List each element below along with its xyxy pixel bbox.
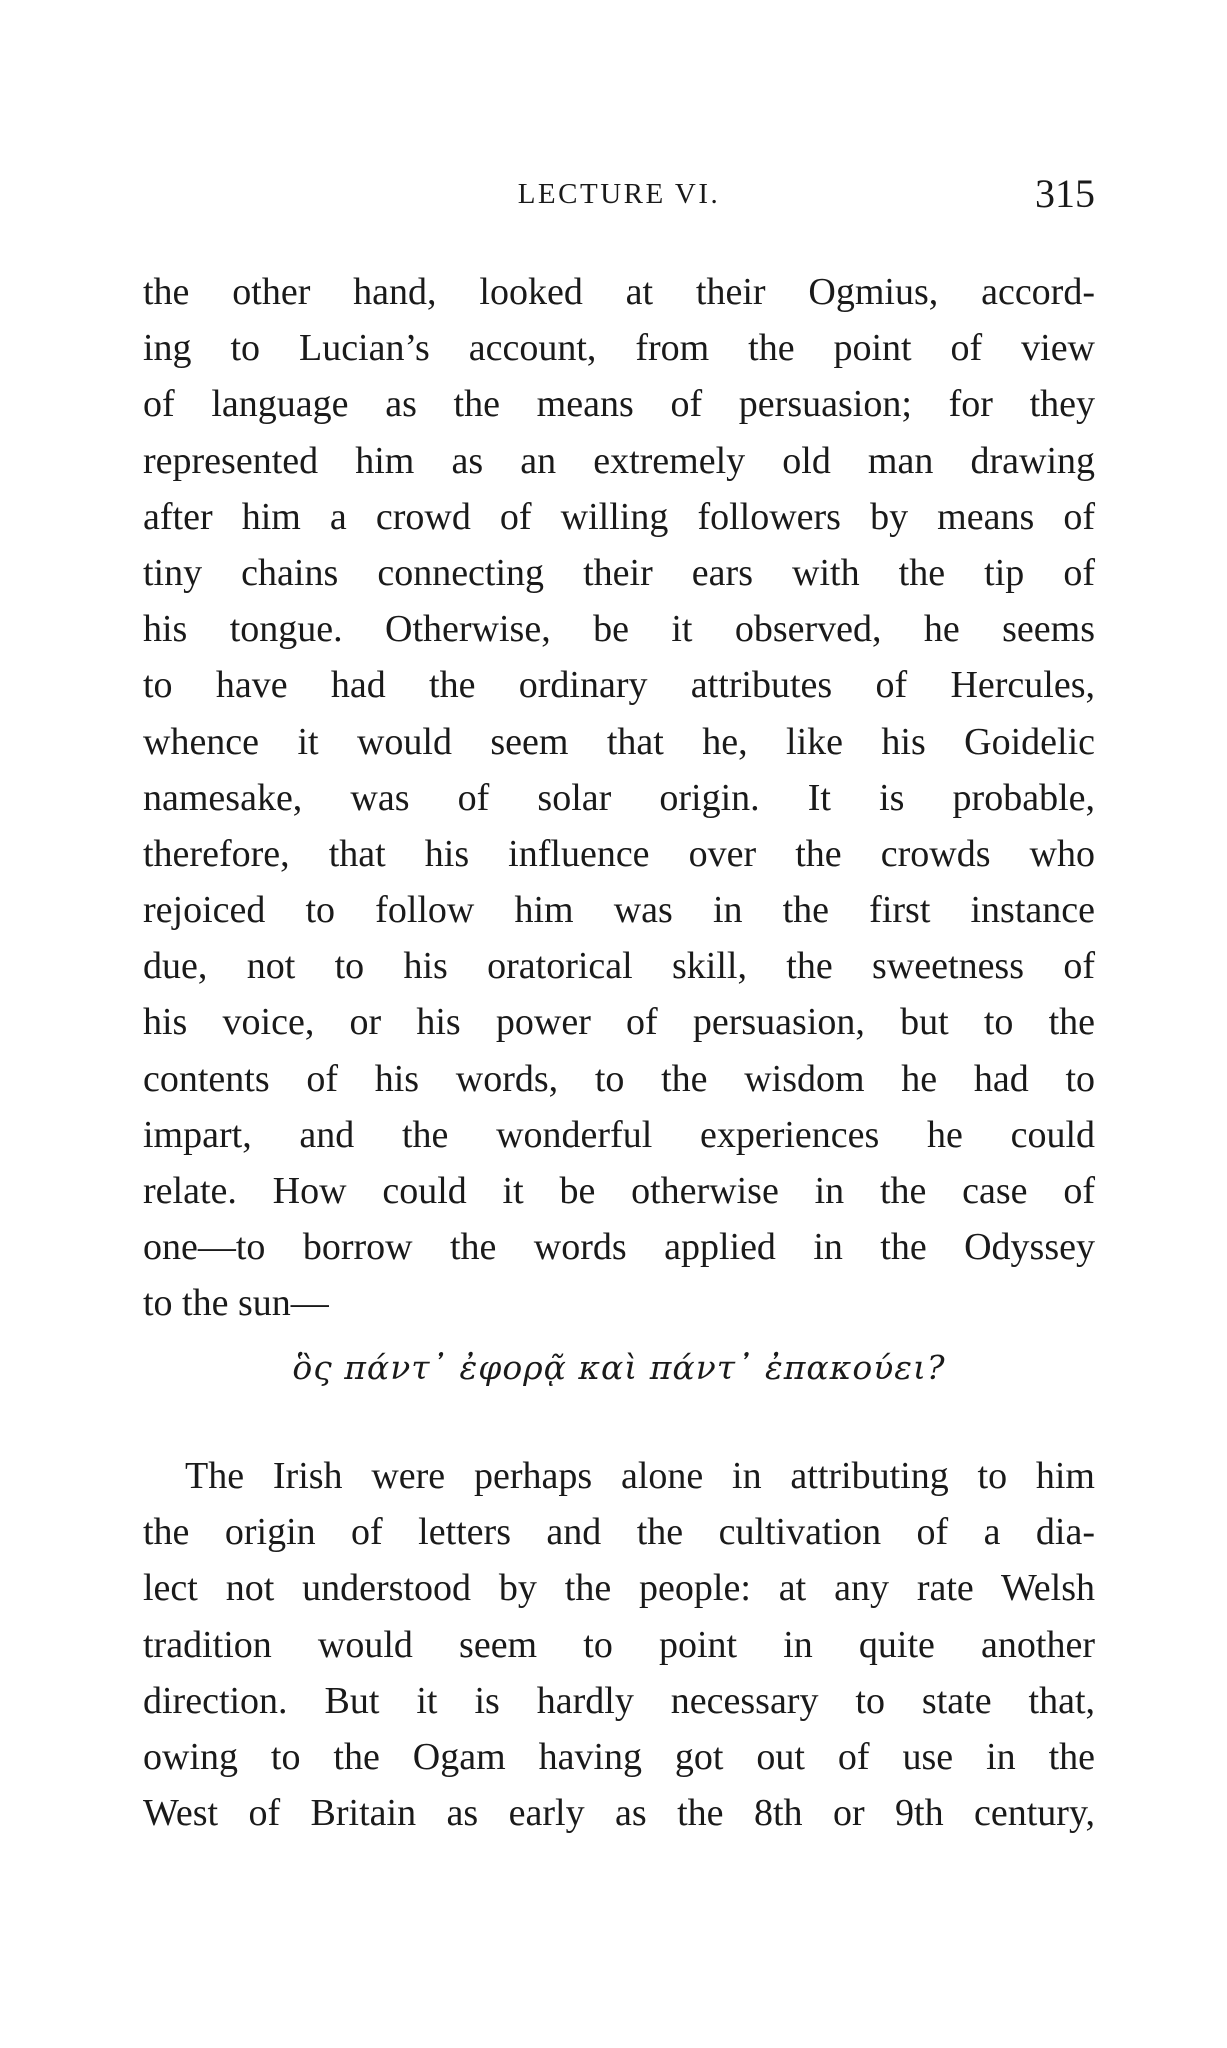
lecture-title: LECTURE VI.	[517, 178, 721, 210]
text-line: the other hand, looked at their Ogmius, accord-	[143, 271, 1095, 313]
greek-quotation: ὃς πάντ᾽ ἐφορᾷ καὶ πάντ᾽ ἐπακούει?	[292, 1348, 946, 1387]
text-line: due, not to his oratorical skill, the sweetness of	[143, 945, 1095, 988]
text-line: his tongue. Otherwise, be it observed, he seems	[143, 608, 1095, 651]
text-line: impart, and the wonderful experiences he could	[143, 1113, 1095, 1156]
text-line: contents of his words, to the wisdom he had to	[143, 1057, 1095, 1100]
text-line: direction. But it is hardly necessary to state that,	[143, 1679, 1095, 1722]
text-line: whence it would seem that he, like his Goidelic	[143, 720, 1095, 763]
text-line: represented him as an extremely old man drawing	[143, 439, 1095, 482]
paragraph-1	[143, 264, 1095, 1332]
text-line: to the sun—	[143, 1282, 329, 1325]
running-head	[143, 170, 1095, 220]
text-line: the origin of letters and the cultivation of a dia-	[143, 1511, 1095, 1554]
text-line: namesake, was of solar origin. It is probable,	[143, 776, 1095, 819]
text-line: tiny chains connecting their ears with the tip of	[143, 551, 1095, 594]
text-line: relate. How could it be otherwise in the case of	[143, 1170, 1095, 1212]
text-line: therefore, that his influence over the crowds who	[143, 832, 1095, 875]
text-line: West of Britain as early as the 8th or 9th century,	[143, 1792, 1095, 1835]
text-line: one—to borrow the words applied in the Odyssey	[143, 1226, 1095, 1269]
text-line: rejoiced to follow him was in the first instance	[143, 889, 1095, 932]
text-line: owing to the Ogam having got out of use in the	[143, 1735, 1095, 1778]
text-line: to have had the ordinary attributes of Hercules,	[143, 664, 1095, 707]
text-line: of language as the means of persuasion; for they	[143, 383, 1095, 426]
text-line: The Irish were perhaps alone in attributing to him	[185, 1455, 1095, 1497]
text-line: his voice, or his power of persuasion, but to the	[143, 1001, 1095, 1044]
page-number: 315	[1035, 171, 1095, 216]
paragraph-2	[143, 1448, 1095, 1841]
text-line: after him a crowd of willing followers by means of	[143, 495, 1095, 538]
text-line: tradition would seem to point in quite another	[143, 1623, 1095, 1666]
text-line: lect not understood by the people: at any rate Welsh	[143, 1567, 1095, 1610]
text-line: ing to Lucian’s account, from the point of view	[143, 327, 1095, 370]
